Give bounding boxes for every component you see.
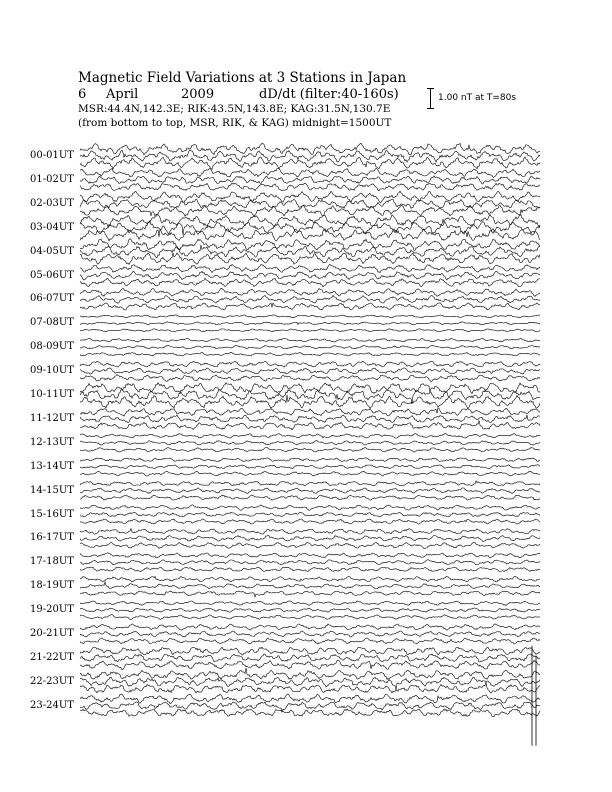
- date-year: 2009: [181, 87, 215, 102]
- trace-KAG: [80, 668, 540, 680]
- hour-label: 23-24UT: [30, 699, 74, 711]
- trace-KAG: [80, 288, 540, 296]
- hour-label: 01-02UT: [30, 173, 74, 185]
- stations-label: MSR:44.4N,142.3E; RIK:43.5N,143.8E; KAG:31.5N,130.7E: [78, 103, 391, 115]
- order-note: (from bottom to top, MSR, RIK, & KAG) midnight=1500UT: [78, 117, 392, 129]
- trace-MSR: [80, 157, 540, 169]
- trace-KAG: [80, 191, 540, 202]
- hour-label: 05-06UT: [30, 269, 74, 281]
- date-day: 6: [78, 87, 87, 102]
- hour-label: 11-12UT: [30, 412, 74, 424]
- trace-RIK: [80, 677, 540, 690]
- scale-cap-bottom: [427, 108, 434, 109]
- trace-RIK: [80, 245, 540, 258]
- quantity-label: dD/dt (filter:40-160s): [259, 87, 399, 102]
- hour-label: 16-17UT: [30, 532, 74, 544]
- trace-KAG: [80, 553, 540, 558]
- trace-MSR: [80, 682, 540, 694]
- trace-RIK: [80, 560, 540, 565]
- trace-KAG: [80, 505, 540, 511]
- scale-bar: [430, 88, 431, 109]
- trace-RIK: [80, 608, 540, 612]
- trace-MSR: [80, 421, 540, 430]
- hour-label: 14-15UT: [30, 484, 74, 496]
- trace-MSR: [80, 567, 540, 571]
- hour-label: 09-10UT: [30, 365, 74, 377]
- hour-label: 21-22UT: [30, 651, 74, 663]
- trace-RIK: [80, 512, 540, 517]
- chart-title: Magnetic Field Variations at 3 Stations in Japan: [78, 70, 407, 86]
- scale-label: 1.00 nT at T=80s: [438, 93, 517, 103]
- hour-label: 00-01UT: [30, 150, 74, 161]
- hour-label: 22-23UT: [30, 675, 74, 687]
- hour-label: 19-20UT: [30, 604, 74, 616]
- hour-label: 06-07UT: [30, 293, 74, 305]
- hour-label: 15-16UT: [30, 508, 74, 520]
- hour-label: 20-21UT: [30, 628, 74, 639]
- hour-label: 10-11UT: [30, 389, 74, 400]
- trace-MSR: [80, 183, 540, 191]
- hour-label: 02-03UT: [30, 197, 74, 209]
- hour-label: 08-09UT: [30, 341, 74, 353]
- trace-KAG: [80, 315, 540, 318]
- hour-label: 03-04UT: [30, 221, 74, 233]
- trace-KAG: [80, 481, 540, 486]
- hour-label: 17-18UT: [30, 556, 74, 568]
- hour-label: 12-13UT: [30, 436, 74, 448]
- date-month: April: [106, 87, 139, 102]
- trace-MSR: [80, 591, 540, 597]
- hour-label: 07-08UT: [30, 317, 74, 329]
- hour-label: 18-19UT: [30, 580, 74, 592]
- hour-label: 13-14UT: [30, 460, 74, 472]
- hour-label: 04-05UT: [30, 245, 74, 257]
- trace-RIK: [80, 582, 540, 589]
- trace-RIK: [80, 368, 540, 374]
- scale-bar-legend: [427, 88, 517, 112]
